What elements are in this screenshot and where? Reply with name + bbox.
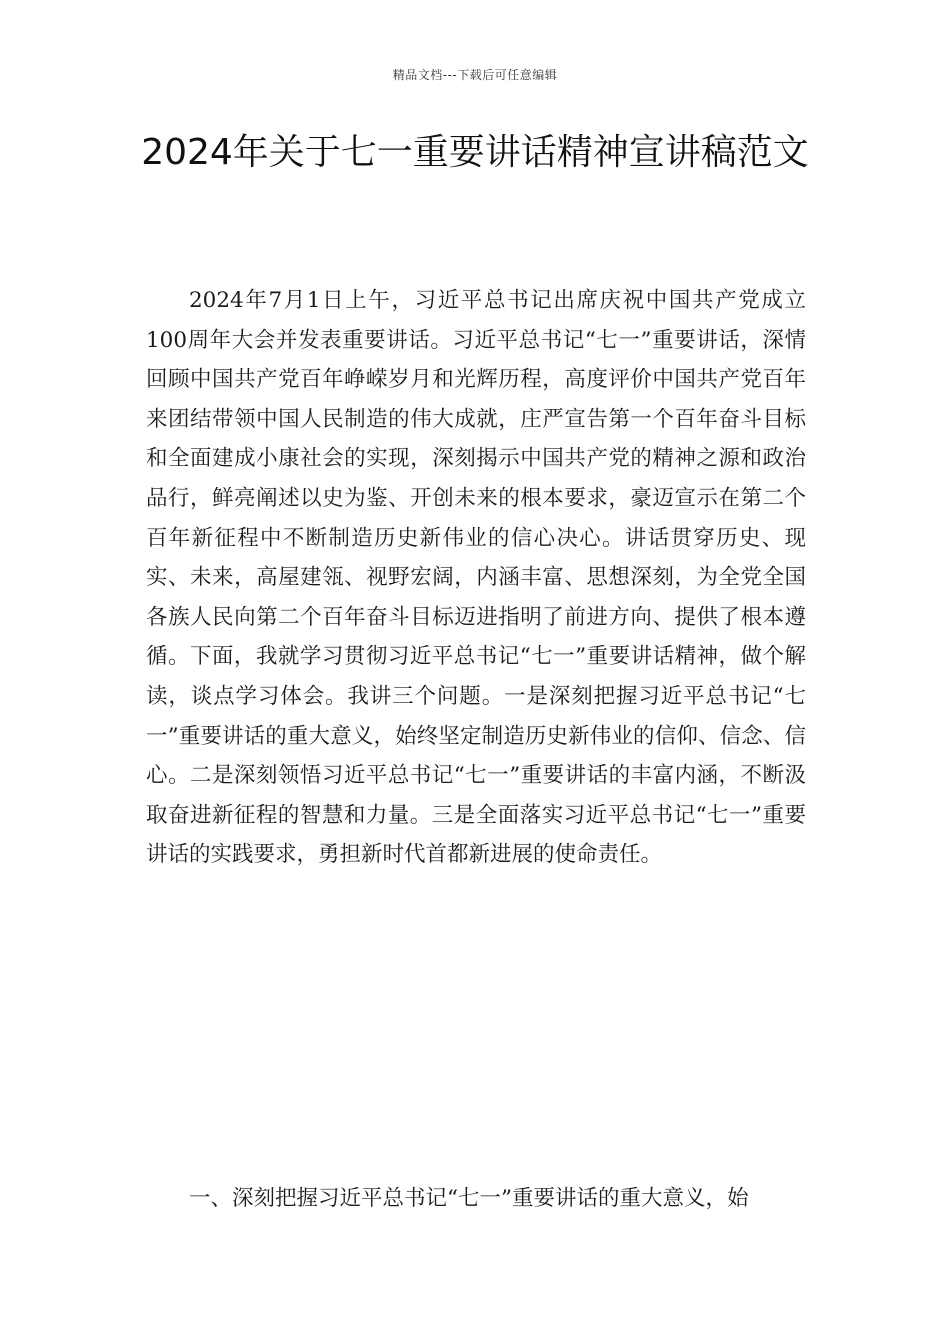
- section-heading-1: 一、深刻把握习近平总书记“七一”重要讲话的重大意义，始: [189, 1186, 749, 1211]
- intro-paragraph: 2024年7月1日上午，习近平总书记出席庆祝中国共产党成立100周年大会并发表重要讲话。习近平总书记“七一”重要讲话，深情回顾中国共产党百年峥嵘岁月和光辉历程，高度评价中国共产党百年来团结带领中国人民制造的伟大成就，庄严宣告第一个百年奋斗目标和全面建成小康社会的实现，深刻揭示中国共产党的精神之源和政治品行，鲜亮阐述以史为鉴、开创未来的根本要求，豪迈宣示在第二个百年新征程中不断制造历史新伟业的信心决心。讲话贯穿历史、现实、未来，高屋建瓴、视野宏阔，内涵丰富、思想深刻，为全党全国各族人民向第二个百年奋斗目标迈进指明了前进方向、提供了根本遵循。下面，我就学习贯彻习近平总书记“七一”重要讲话精神，做个解读，谈点学习体会。我讲三个问题。一是深刻把握习近平总书记“七一”重要讲话的重大意义，始终坚定制造历史新伟业的信仰、信念、信心。二是深刻领悟习近平总书记“七一”重要讲话的丰富内涵，不断汲取奋进新征程的智慧和力量。三是全面落实习近平总书记“七一”重要讲话的实践要求，勇担新时代首都新进展的使命责任。: [146, 288, 806, 868]
- document-title: 2024年关于七一重要讲话精神宣讲稿范文: [141, 132, 809, 173]
- header-note: 精品文档---下载后可任意编辑: [392, 68, 558, 82]
